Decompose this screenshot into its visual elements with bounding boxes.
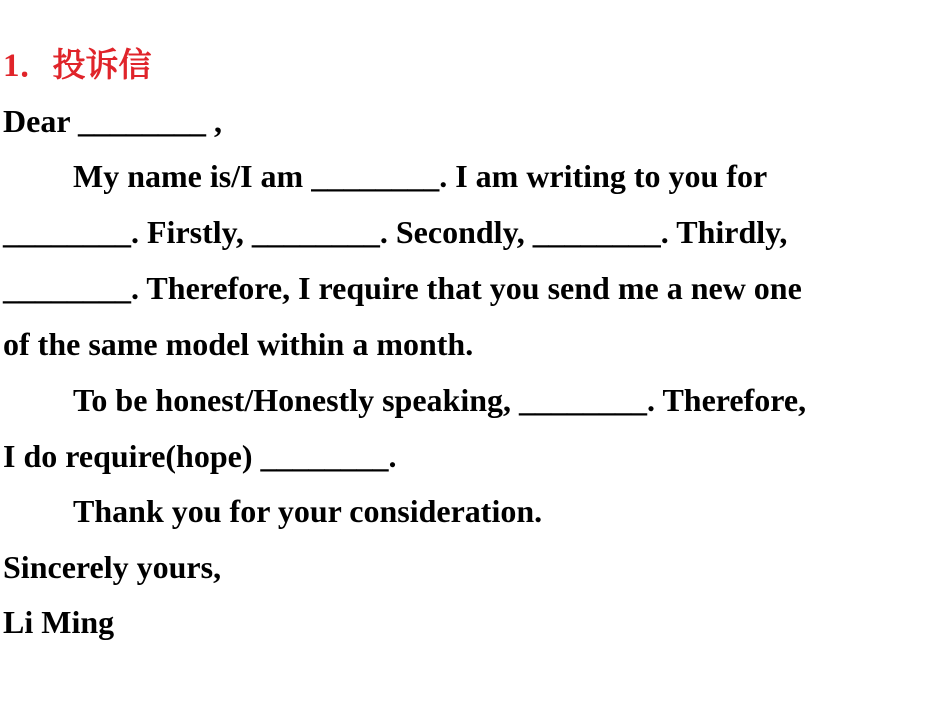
honesty-line: To be honest/Honestly speaking, ________. Therefore, <box>73 382 807 418</box>
request-line: ________. Therefore, I require that you send me a new one <box>3 270 802 306</box>
signature-line: Li Ming <box>3 604 115 640</box>
reasons-line: ________. Firstly, ________. Secondly, ________. Thirdly, <box>3 214 788 250</box>
intro-line: My name is/I am ________. I am writing to you for <box>73 158 768 194</box>
request-continuation-line: of the same model within a month. <box>3 326 474 362</box>
hope-line: I do require(hope) ________. <box>3 438 397 474</box>
salutation-line: Dear ________ , <box>3 103 222 139</box>
thanks-line: Thank you for your consideration. <box>73 493 543 529</box>
closing-line: Sincerely yours, <box>3 549 222 585</box>
heading: 1．投诉信 <box>3 48 152 84</box>
